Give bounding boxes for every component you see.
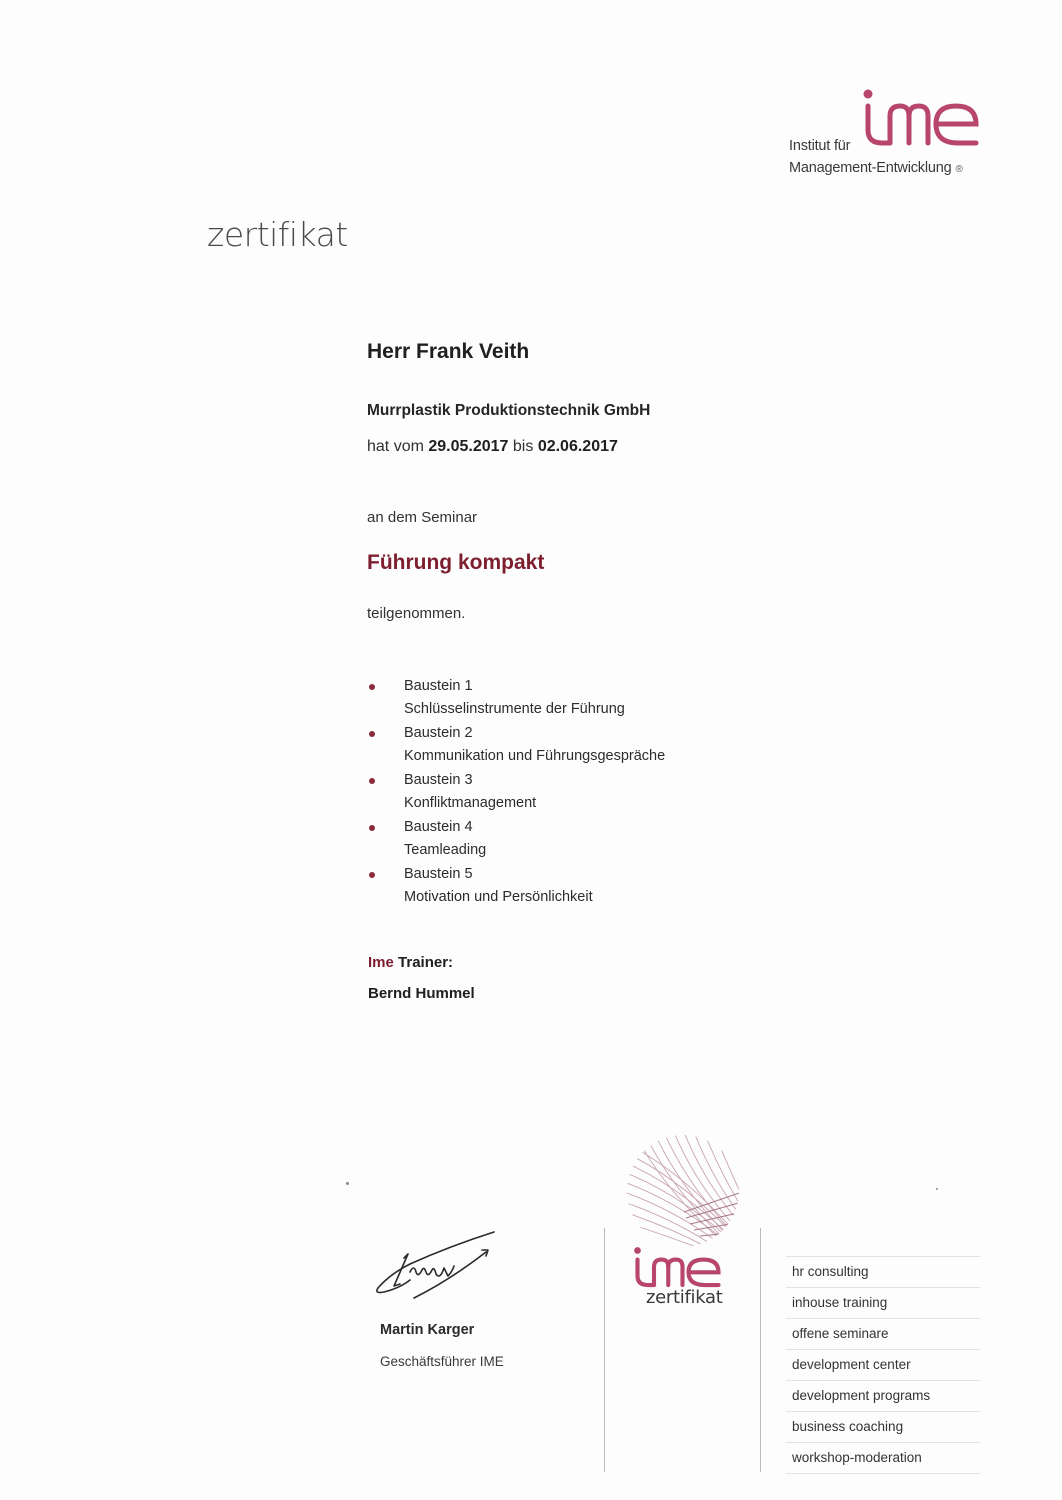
service-item: development programs bbox=[786, 1381, 980, 1412]
services-list bbox=[786, 1256, 980, 1474]
ime-badge-logo-icon bbox=[633, 1246, 723, 1288]
bullet-icon bbox=[369, 778, 375, 784]
participated-text: teilgenommen. bbox=[367, 605, 466, 622]
document-title: zertifikat bbox=[207, 215, 348, 254]
module-name: Baustein 3 bbox=[404, 772, 473, 788]
ime-header-logo bbox=[786, 88, 986, 183]
trainer-label bbox=[368, 954, 453, 971]
module-name: Baustein 4 bbox=[404, 819, 473, 835]
bullet-icon bbox=[369, 872, 375, 878]
signer-role: Geschäftsführer IME bbox=[380, 1354, 504, 1369]
service-item: development center bbox=[786, 1350, 980, 1381]
module-description: Kommunikation und Führungsgespräche bbox=[404, 748, 666, 764]
seminar-intro: an dem Seminar bbox=[367, 509, 478, 526]
globe-mesh-icon bbox=[624, 1132, 742, 1250]
module-name: Baustein 1 bbox=[404, 678, 473, 694]
module-item bbox=[367, 863, 665, 910]
bullet-icon bbox=[369, 825, 375, 831]
ime-logo-icon bbox=[862, 88, 982, 148]
module-description: Schlüsselinstrumente der Führung bbox=[404, 701, 625, 717]
bullet-icon bbox=[369, 684, 375, 690]
trainer-label-suffix: Trainer: bbox=[393, 954, 454, 971]
module-description: Konfliktmanagement bbox=[404, 795, 537, 811]
service-item: hr consulting bbox=[786, 1257, 980, 1288]
module-name: Baustein 5 bbox=[404, 866, 473, 882]
institute-name-line-2: Management-Entwicklung ® bbox=[789, 160, 963, 176]
scan-speck bbox=[346, 1182, 349, 1185]
date-connector: bis bbox=[512, 438, 534, 455]
module-item bbox=[367, 769, 665, 816]
module-description: Motivation und Persönlichkeit bbox=[404, 889, 593, 905]
trainer-name: Bernd Hummel bbox=[368, 985, 475, 1002]
date-range bbox=[367, 438, 618, 456]
divider-left bbox=[604, 1228, 605, 1472]
bullet-icon bbox=[369, 731, 375, 737]
module-description: Teamleading bbox=[404, 842, 487, 858]
service-item: inhouse training bbox=[786, 1288, 980, 1319]
date-prefix: hat vom bbox=[367, 438, 424, 455]
service-item: offene seminare bbox=[786, 1319, 980, 1350]
institute-name-line-1: Institut für bbox=[789, 138, 851, 154]
recipient-name: Herr Frank Veith bbox=[367, 340, 530, 363]
module-item bbox=[367, 675, 665, 722]
badge-caption: zertifikat bbox=[646, 1287, 723, 1308]
registered-mark: ® bbox=[955, 164, 963, 175]
signer-name: Martin Karger bbox=[380, 1322, 475, 1338]
trainer-label-ime: Ime bbox=[368, 954, 394, 971]
module-list bbox=[367, 675, 665, 910]
seminar-title: Führung kompakt bbox=[367, 551, 545, 574]
service-item: business coaching bbox=[786, 1412, 980, 1443]
company-name: Murrplastik Produktionstechnik GmbH bbox=[367, 402, 651, 419]
module-item bbox=[367, 816, 665, 863]
module-name: Baustein 2 bbox=[404, 725, 473, 741]
start-date: 29.05.2017 bbox=[428, 438, 509, 455]
signature-image bbox=[370, 1228, 500, 1308]
service-item: workshop-moderation bbox=[786, 1443, 980, 1474]
scan-speck bbox=[936, 1188, 938, 1190]
module-item bbox=[367, 722, 665, 769]
divider-right bbox=[760, 1228, 761, 1472]
end-date: 02.06.2017 bbox=[537, 438, 618, 455]
